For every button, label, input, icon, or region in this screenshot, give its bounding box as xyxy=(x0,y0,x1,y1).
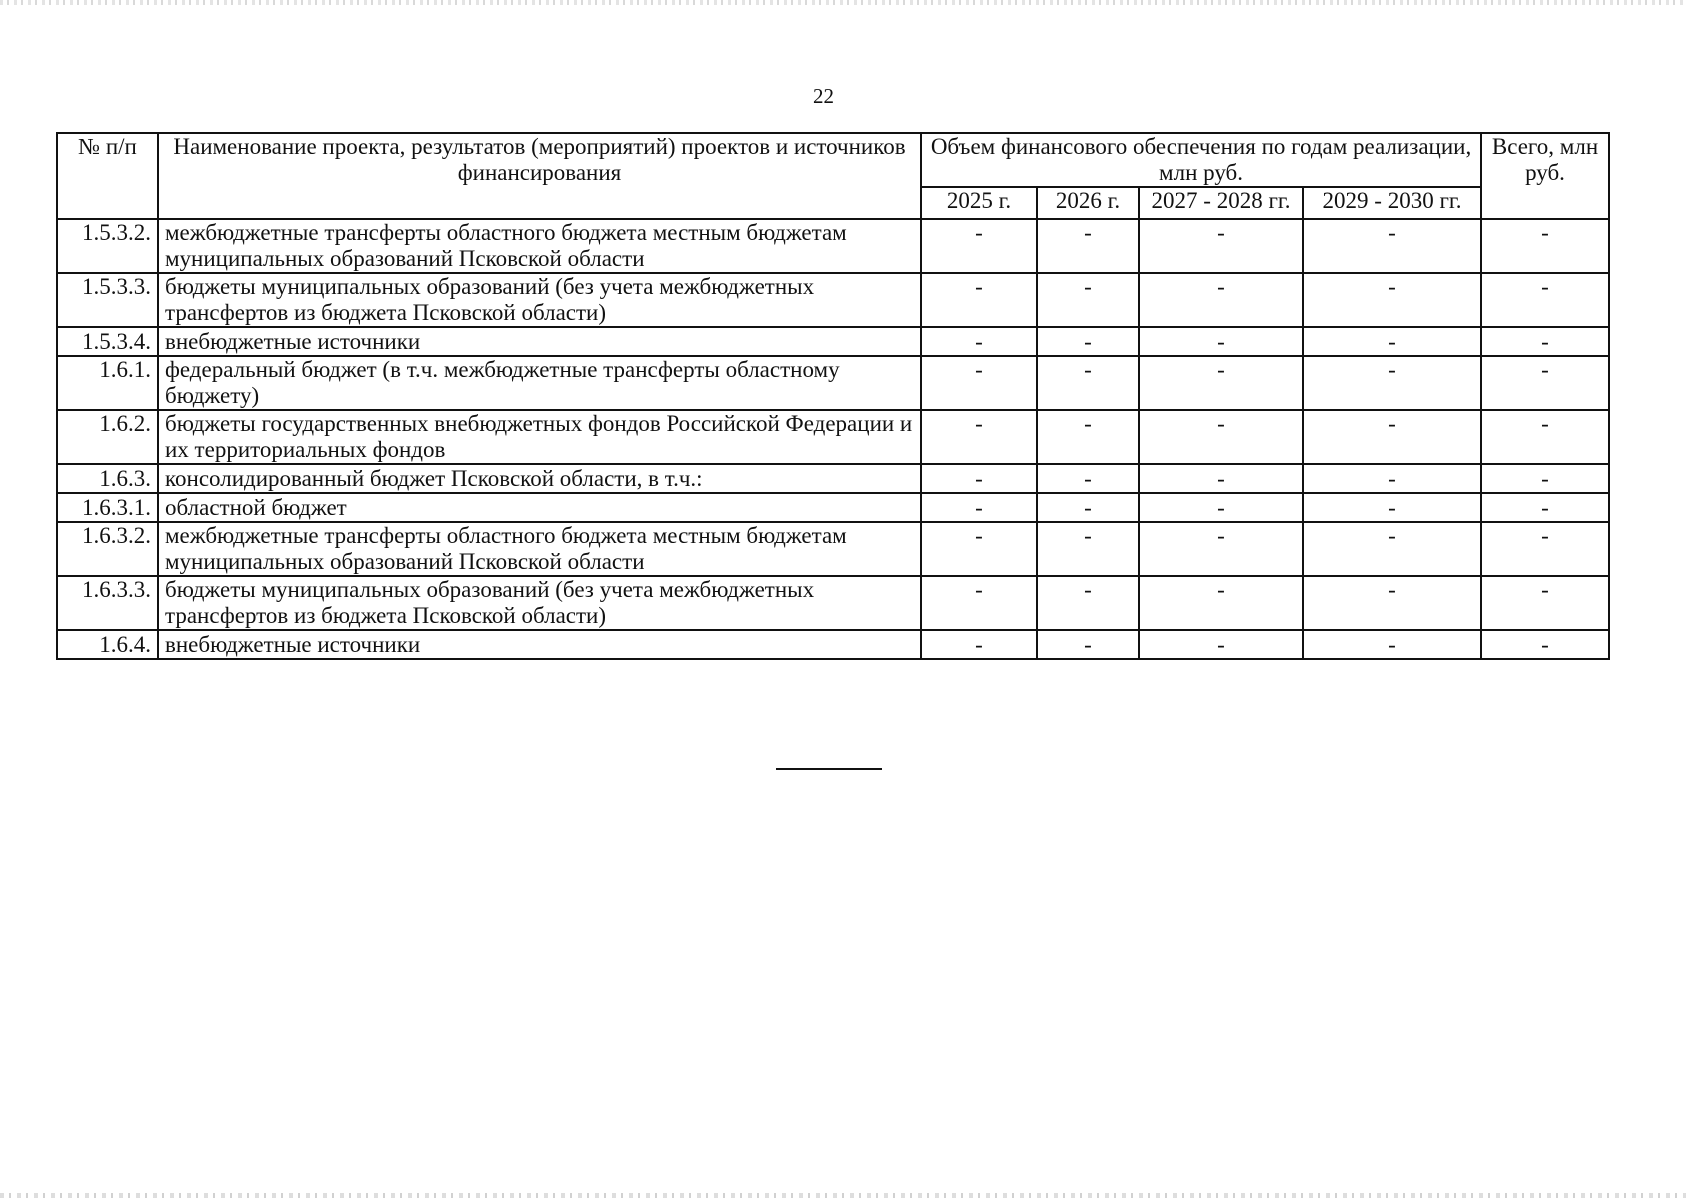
value-2029-2030: - xyxy=(1303,522,1481,576)
value-2029-2030: - xyxy=(1303,464,1481,493)
value-total: - xyxy=(1481,522,1609,576)
value-2026: - xyxy=(1037,356,1139,410)
value-2026: - xyxy=(1037,327,1139,356)
table-row xyxy=(57,464,1609,493)
header-total: Всего, млн руб. xyxy=(1481,133,1609,219)
row-number: 1.6.1. xyxy=(57,356,158,410)
header-year-2029-2030: 2029 - 2030 гг. xyxy=(1303,187,1481,219)
table-row xyxy=(57,630,1609,659)
value-total: - xyxy=(1481,219,1609,273)
value-total: - xyxy=(1481,410,1609,464)
value-2029-2030: - xyxy=(1303,219,1481,273)
value-2025: - xyxy=(921,630,1037,659)
value-total: - xyxy=(1481,576,1609,630)
value-2027-2028: - xyxy=(1139,219,1303,273)
header-row-main xyxy=(57,133,1609,187)
value-2025: - xyxy=(921,327,1037,356)
value-2027-2028: - xyxy=(1139,410,1303,464)
value-2029-2030: - xyxy=(1303,576,1481,630)
value-total: - xyxy=(1481,327,1609,356)
value-2027-2028: - xyxy=(1139,464,1303,493)
value-2025: - xyxy=(921,576,1037,630)
value-total: - xyxy=(1481,273,1609,327)
value-total: - xyxy=(1481,464,1609,493)
value-2026: - xyxy=(1037,630,1139,659)
value-2026: - xyxy=(1037,273,1139,327)
row-number: 1.6.3.2. xyxy=(57,522,158,576)
value-2027-2028: - xyxy=(1139,356,1303,410)
row-name: внебюджетные источники xyxy=(158,327,921,356)
value-2026: - xyxy=(1037,576,1139,630)
header-year-2025: 2025 г. xyxy=(921,187,1037,219)
table-row xyxy=(57,356,1609,410)
row-name: межбюджетные трансферты областного бюджета местным бюджетам муниципальных образований Псковской области xyxy=(158,522,921,576)
row-name: бюджеты муниципальных образований (без учета межбюджетных трансфертов из бюджета Псковской области) xyxy=(158,273,921,327)
value-2025: - xyxy=(921,522,1037,576)
value-2025: - xyxy=(921,356,1037,410)
value-2025: - xyxy=(921,410,1037,464)
table-row xyxy=(57,327,1609,356)
value-2026: - xyxy=(1037,464,1139,493)
header-year-2027-2028: 2027 - 2028 гг. xyxy=(1139,187,1303,219)
header-volume: Объем финансового обеспечения по годам реализации, млн руб. xyxy=(921,133,1481,187)
value-2027-2028: - xyxy=(1139,273,1303,327)
value-2027-2028: - xyxy=(1139,327,1303,356)
value-total: - xyxy=(1481,493,1609,522)
scan-edge-bottom xyxy=(0,1193,1686,1198)
value-2029-2030: - xyxy=(1303,356,1481,410)
closing-rule xyxy=(776,768,882,770)
value-2029-2030: - xyxy=(1303,273,1481,327)
table-row xyxy=(57,219,1609,273)
value-2029-2030: - xyxy=(1303,327,1481,356)
value-2027-2028: - xyxy=(1139,576,1303,630)
value-2027-2028: - xyxy=(1139,630,1303,659)
value-2027-2028: - xyxy=(1139,493,1303,522)
table-row xyxy=(57,410,1609,464)
row-name: внебюджетные источники xyxy=(158,630,921,659)
value-2029-2030: - xyxy=(1303,410,1481,464)
page-number: 22 xyxy=(813,84,834,108)
row-number: 1.5.3.4. xyxy=(57,327,158,356)
row-name: бюджеты государственных внебюджетных фондов Российской Федерации и их территориальных фондов xyxy=(158,410,921,464)
value-2026: - xyxy=(1037,493,1139,522)
scan-edge-top xyxy=(0,0,1686,5)
value-2026: - xyxy=(1037,410,1139,464)
header-year-2026: 2026 г. xyxy=(1037,187,1139,219)
header-name: Наименование проекта, результатов (мероприятий) проектов и источников финансирования xyxy=(158,133,921,219)
row-number: 1.5.3.3. xyxy=(57,273,158,327)
row-number: 1.6.3.3. xyxy=(57,576,158,630)
table-row xyxy=(57,273,1609,327)
row-number: 1.6.4. xyxy=(57,630,158,659)
header-number: № п/п xyxy=(57,133,158,219)
row-number: 1.6.3. xyxy=(57,464,158,493)
value-2029-2030: - xyxy=(1303,493,1481,522)
row-name: бюджеты муниципальных образований (без учета межбюджетных трансфертов из бюджета Псковской области) xyxy=(158,576,921,630)
row-name: консолидированный бюджет Псковской области, в т.ч.: xyxy=(158,464,921,493)
value-2026: - xyxy=(1037,219,1139,273)
value-2025: - xyxy=(921,219,1037,273)
row-number: 1.6.3.1. xyxy=(57,493,158,522)
value-2025: - xyxy=(921,464,1037,493)
row-number: 1.6.2. xyxy=(57,410,158,464)
value-2026: - xyxy=(1037,522,1139,576)
row-number: 1.5.3.2. xyxy=(57,219,158,273)
value-2025: - xyxy=(921,273,1037,327)
value-2027-2028: - xyxy=(1139,522,1303,576)
value-2025: - xyxy=(921,493,1037,522)
value-2029-2030: - xyxy=(1303,630,1481,659)
value-total: - xyxy=(1481,630,1609,659)
value-total: - xyxy=(1481,356,1609,410)
row-name: межбюджетные трансферты областного бюджета местным бюджетам муниципальных образований Псковской области xyxy=(158,219,921,273)
table-row xyxy=(57,522,1609,576)
financing-table xyxy=(56,132,1610,660)
table-row xyxy=(57,493,1609,522)
table-row xyxy=(57,576,1609,630)
row-name: федеральный бюджет (в т.ч. межбюджетные трансферты областному бюджету) xyxy=(158,356,921,410)
row-name: областной бюджет xyxy=(158,493,921,522)
